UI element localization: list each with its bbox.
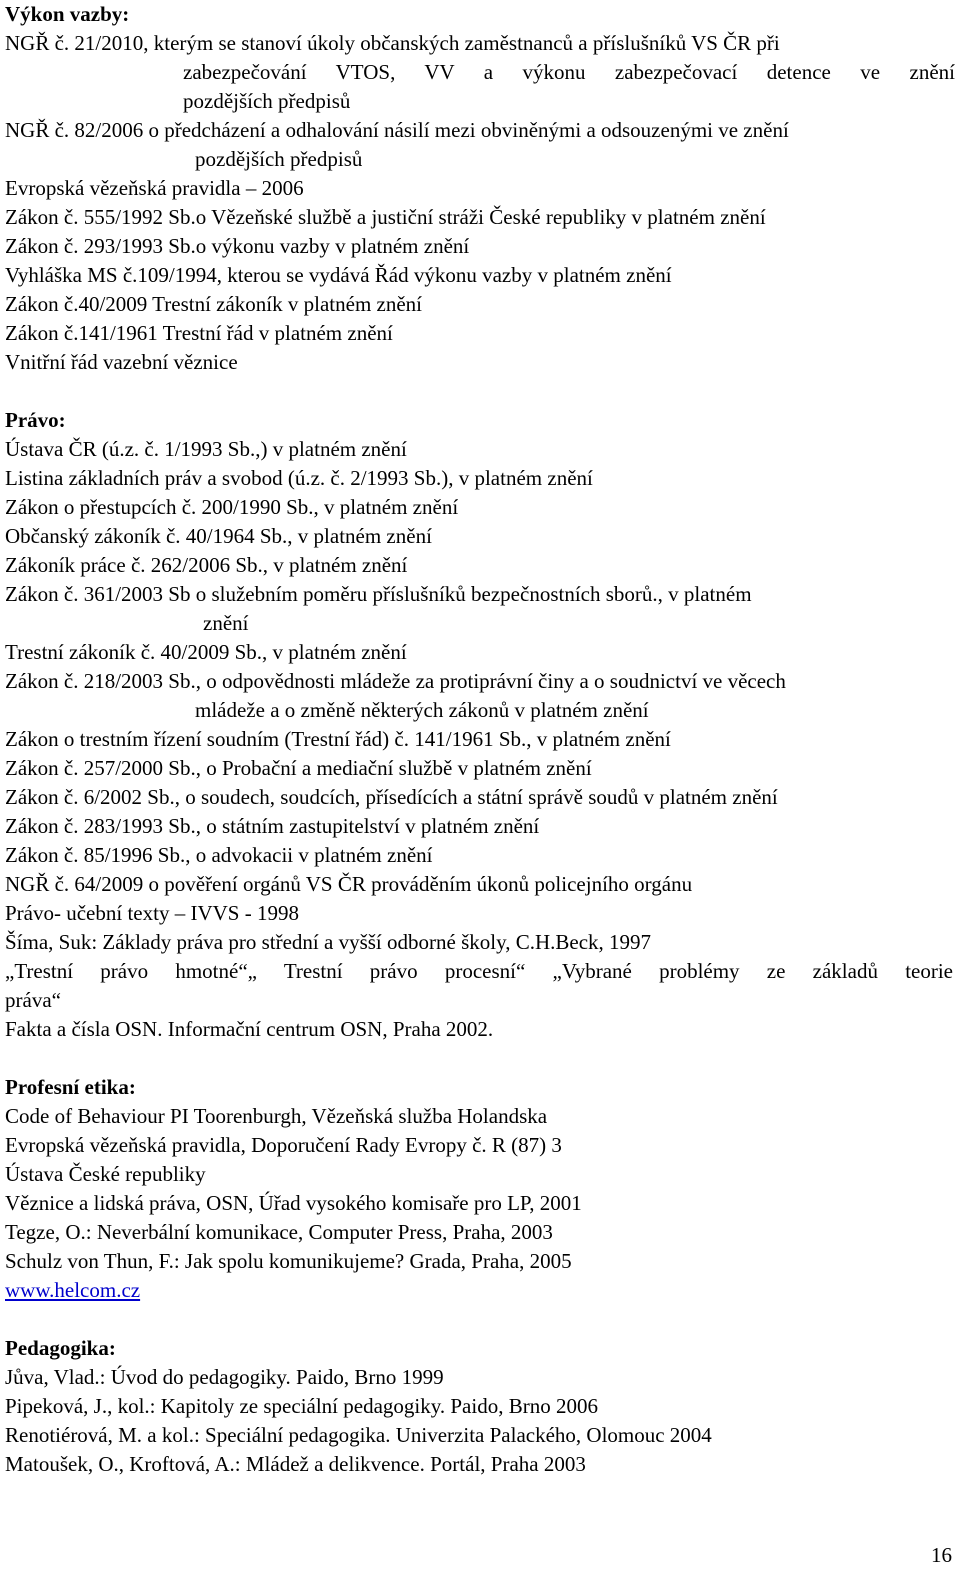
reference-line: Zákoník práce č. 262/2006 Sb., v platném znění (5, 553, 408, 577)
reference-line: Právo- učební texty – IVVS - 1998 (5, 901, 299, 925)
reference-line: Zákon o přestupcích č. 200/1990 Sb., v platném znění (5, 495, 459, 519)
reference-line-continued: mládeže a o změně některých zákonů v platném znění (195, 698, 649, 722)
section-pedagogika (5, 1334, 955, 1479)
reference-line: Evropská vězeňská pravidla – 2006 (5, 176, 304, 200)
section-heading: Pedagogika: (5, 1336, 116, 1360)
section-profesni-etika (5, 1073, 955, 1305)
reference-line: Tegze, O.: Neverbální komunikace, Computer Press, Praha, 2003 (5, 1220, 553, 1244)
reference-line: Zákon č. 293/1993 Sb.o výkonu vazby v platném znění (5, 234, 470, 258)
reference-line: Evropská vězeňská pravidla, Doporučení Rady Evropy č. R (87) 3 (5, 1133, 562, 1157)
reference-line: Šíma, Suk: Základy práva pro střední a vyšší odborné školy, C.H.Beck, 1997 (5, 930, 652, 954)
reference-line: NGŘ č. 21/2010, kterým se stanoví úkoly občanských zaměstnanců a příslušníků VS ČR při (5, 31, 780, 55)
reference-line: Ústava České republiky (5, 1162, 206, 1186)
reference-line: Zákon o trestním řízení soudním (Trestní řád) č. 141/1961 Sb., v platném znění (5, 727, 671, 751)
reference-line: Jůva, Vlad.: Úvod do pedagogiky. Paido, Brno 1999 (5, 1365, 444, 1389)
reference-line: Zákon č.40/2009 Trestní zákoník v platném znění (5, 292, 423, 316)
reference-line: Vnitřní řád vazební věznice (5, 350, 238, 374)
reference-line: Věznice a lidská práva, OSN, Úřad vysokého komisaře pro LP, 2001 (5, 1191, 582, 1215)
document-page (5, 0, 955, 1479)
reference-line: Trestní zákoník č. 40/2009 Sb., v platném znění (5, 640, 407, 664)
reference-line: Code of Behaviour PI Toorenburgh, Vězeňská služba Holandska (5, 1104, 548, 1128)
section-vykon-vazby (5, 0, 955, 377)
reference-line: Zákon č. 218/2003 Sb., o odpovědnosti mládeže za protiprávní činy a o soudnictví ve věcech (5, 669, 786, 693)
section-heading: Profesní etika: (5, 1075, 136, 1099)
reference-line: „Trestní právo hmotné“„ Trestní právo procesní“ „Vybrané problémy ze základů teorie (5, 959, 953, 983)
reference-line: NGŘ č. 64/2009 o pověření orgánů VS ČR prováděním úkonů policejního orgánu (5, 872, 693, 896)
reference-line: Schulz von Thun, F.: Jak spolu komunikujeme? Grada, Praha, 2005 (5, 1249, 572, 1273)
reference-line: Zákon č. 257/2000 Sb., o Probační a mediační službě v platném znění (5, 756, 592, 780)
reference-line-continued: pozdějších předpisů (183, 89, 351, 113)
reference-line: Ústava ČR (ú.z. č. 1/1993 Sb.,) v platném znění (5, 437, 407, 461)
section-heading: Výkon vazby: (5, 2, 130, 26)
section-heading: Právo: (5, 408, 66, 432)
reference-line: Zákon č. 361/2003 Sb o služebním poměru příslušníků bezpečnostních sborů., v platném (5, 582, 752, 606)
reference-line-continued: zabezpečování VTOS, VV a výkonu zabezpečovací detence ve znění (183, 60, 955, 84)
reference-line-continued: pozdějších předpisů (195, 147, 363, 171)
reference-line: Matoušek, O., Kroftová, A.: Mládež a delikvence. Portál, Praha 2003 (5, 1452, 586, 1476)
reference-line: NGŘ č. 82/2006 o předcházení a odhalování násilí mezi obviněnými a odsouzenými ve znění (5, 118, 789, 142)
page-number: 16 (931, 1543, 952, 1567)
reference-line: Pipeková, J., kol.: Kapitoly ze speciální pedagogiky. Paido, Brno 2006 (5, 1394, 598, 1418)
reference-line: Fakta a čísla OSN. Informační centrum OSN, Praha 2002. (5, 1017, 494, 1041)
reference-line-continued: práva“ (5, 988, 61, 1012)
helcom-link[interactable]: www.helcom.cz (5, 1278, 141, 1302)
reference-line-continued: znění (203, 611, 249, 635)
section-pravo (5, 406, 955, 1044)
reference-line: Vyhláška MS č.109/1994, kterou se vydává Řád výkonu vazby v platném znění (5, 263, 672, 287)
reference-line: Zákon č. 555/1992 Sb.o Vězeňské službě a justiční stráži České republiky v platném znění (5, 205, 766, 229)
reference-line: Renotiérová, M. a kol.: Speciální pedagogika. Univerzita Palackého, Olomouc 2004 (5, 1423, 712, 1447)
reference-line: Zákon č.141/1961 Trestní řád v platném znění (5, 321, 393, 345)
reference-line: Občanský zákoník č. 40/1964 Sb., v platném znění (5, 524, 432, 548)
reference-line: Zákon č. 85/1996 Sb., o advokacii v platném znění (5, 843, 433, 867)
reference-line: Zákon č. 6/2002 Sb., o soudech, soudcích, přísedících a státní správě soudů v platném znění (5, 785, 778, 809)
reference-line: Zákon č. 283/1993 Sb., o státním zastupitelství v platném znění (5, 814, 540, 838)
reference-line: Listina základních práv a svobod (ú.z. č. 2/1993 Sb.), v platném znění (5, 466, 593, 490)
